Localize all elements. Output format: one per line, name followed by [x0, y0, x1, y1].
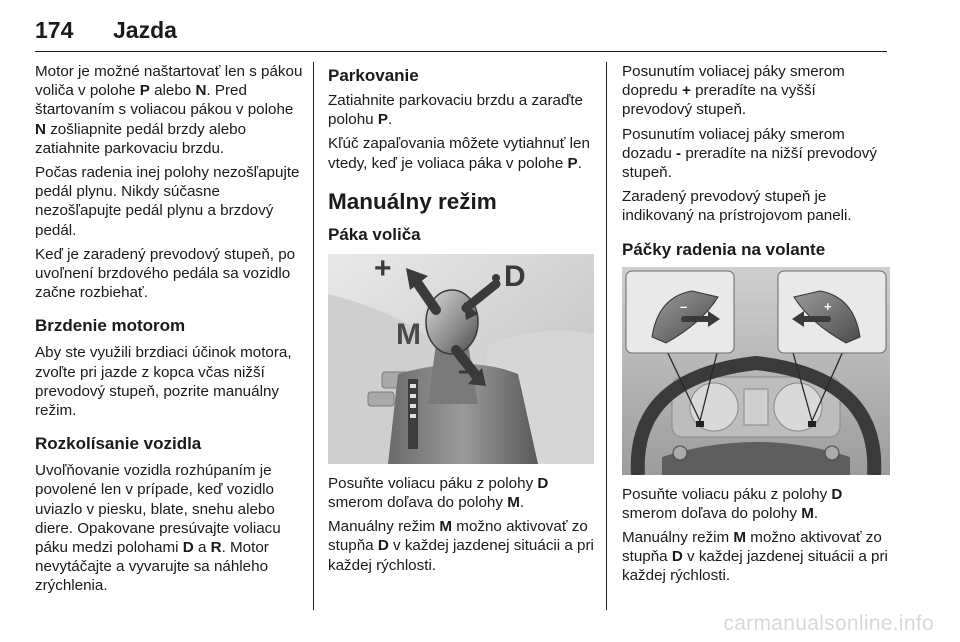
paragraph-key-removal: Kľúč zapaľovania môžete vytiahnuť len vtedy, keď je voliaca páka v polohe P. [328, 135, 590, 172]
gear-indicator-light [410, 394, 416, 398]
label-plus: + [374, 253, 392, 285]
paragraph-upshift: Posunutím voliacej páky smerom dopredu + preradíte na vyšší prevodový stupeň. [622, 63, 845, 119]
column-3 [622, 62, 890, 591]
paragraph-engine-start: Motor je možné naštartovať len s pákou voliča v polohe P alebo N. Pred štartovaním s voliacou pákou v polohe N zošliapnite pedál brzdy alebo zatiahnite parkovaciu brzdu. [35, 63, 303, 157]
gear-indicator-light [410, 404, 416, 408]
paragraph-manual-activate: Manuálny režim M možno aktivovať zo stupňa D v každej jazdenej situácii a pri každej rýchlosti. [328, 518, 594, 574]
d-position-dot [492, 274, 500, 282]
paragraph-engine-braking: Aby ste využili brzdiaci účinok motora, zvoľte pri jazde z kopca včas nižší prevodový stupeň, pozrite manuálny režim. [35, 344, 292, 420]
heading-parking: Parkovanie [328, 66, 419, 85]
steering-wheel-illustration [622, 267, 890, 475]
paragraph-parking: Zatiahnite parkovaciu brzdu a zaraďte polohu P. [328, 92, 584, 129]
column-divider-right [606, 62, 607, 610]
selector-lever-figure [328, 254, 594, 464]
wheel-button [825, 446, 839, 460]
label-minus: – [458, 353, 475, 387]
paragraph-no-throttle: Počas radenia inej polohy nezošľapujte pedál plynu. Nikdy súčasne nezošľapujte pedál plynu a brzdový pedál. [35, 164, 300, 239]
minus-paddle-label: – [680, 298, 688, 314]
paragraph-move-to-m: Posuňte voliacu páku z polohy D smerom doľava do polohy M. [328, 474, 549, 512]
paragraph-rocking: Uvoľňovanie vozidla rozhúpaním je povolené len v prípade, keď vozidlo uviazlo v piesku, blate, snehu alebo diere. Opakovane presúvajte voliacu páku medzi polohami D a R. Motor nevytáčajte a vyvarujte sa náhleho zrýchlenia. [35, 462, 281, 595]
paragraph-manual-activate-2: Manuálny režim M možno aktivovať zo stupňa D v každej jazdenej situácii a pri každej rýchlosti. [622, 529, 888, 585]
heading-manual-mode: Manuálny režim [328, 188, 497, 214]
watermark: carmanualsonline.info [723, 612, 934, 635]
page-header [35, 14, 887, 54]
paragraph-downshift: Posunutím voliacej páky smerom dozadu - preradíte na nižší prevodový stupeň. [622, 125, 877, 182]
paragraph-creep: Keď je zaradený prevodový stupeň, po uvoľnení brzdového pedála sa vozidlo začne rozbiehať. [35, 245, 296, 302]
column-divider-left [313, 62, 314, 610]
header-rule [35, 51, 887, 52]
heading-selector-lever: Páka voliča [328, 224, 421, 244]
heading-engine-braking: Brzdenie motorom [35, 316, 186, 336]
paddle-marker-right [808, 421, 816, 427]
selector-lever-illustration [328, 254, 594, 464]
heading-paddles: Páčky radenia na volante [622, 239, 826, 259]
center-display [744, 389, 768, 425]
steering-paddles-figure [622, 267, 890, 475]
wheel-button [673, 446, 687, 460]
column-1 [35, 62, 303, 601]
label-m: M [396, 317, 421, 351]
console-button [368, 392, 394, 406]
chapter-title: Jazda [113, 17, 177, 43]
paragraph-move-to-m-2: Posuňte voliacu páku z polohy D smerom doľava do polohy M. [622, 485, 843, 522]
heading-rocking: Rozkolísanie vozidla [35, 434, 202, 454]
paragraph-gear-indicator: Zaradený prevodový stupeň je indikovaný na prístrojovom paneli. [622, 188, 852, 225]
plus-paddle-label: + [824, 298, 832, 314]
gear-indicator-light [410, 384, 416, 388]
column-2 [328, 62, 594, 580]
page-number: 174 [35, 17, 74, 43]
label-d: D [504, 259, 526, 293]
gear-indicator-light [410, 414, 416, 418]
paddle-marker-left [696, 421, 704, 427]
